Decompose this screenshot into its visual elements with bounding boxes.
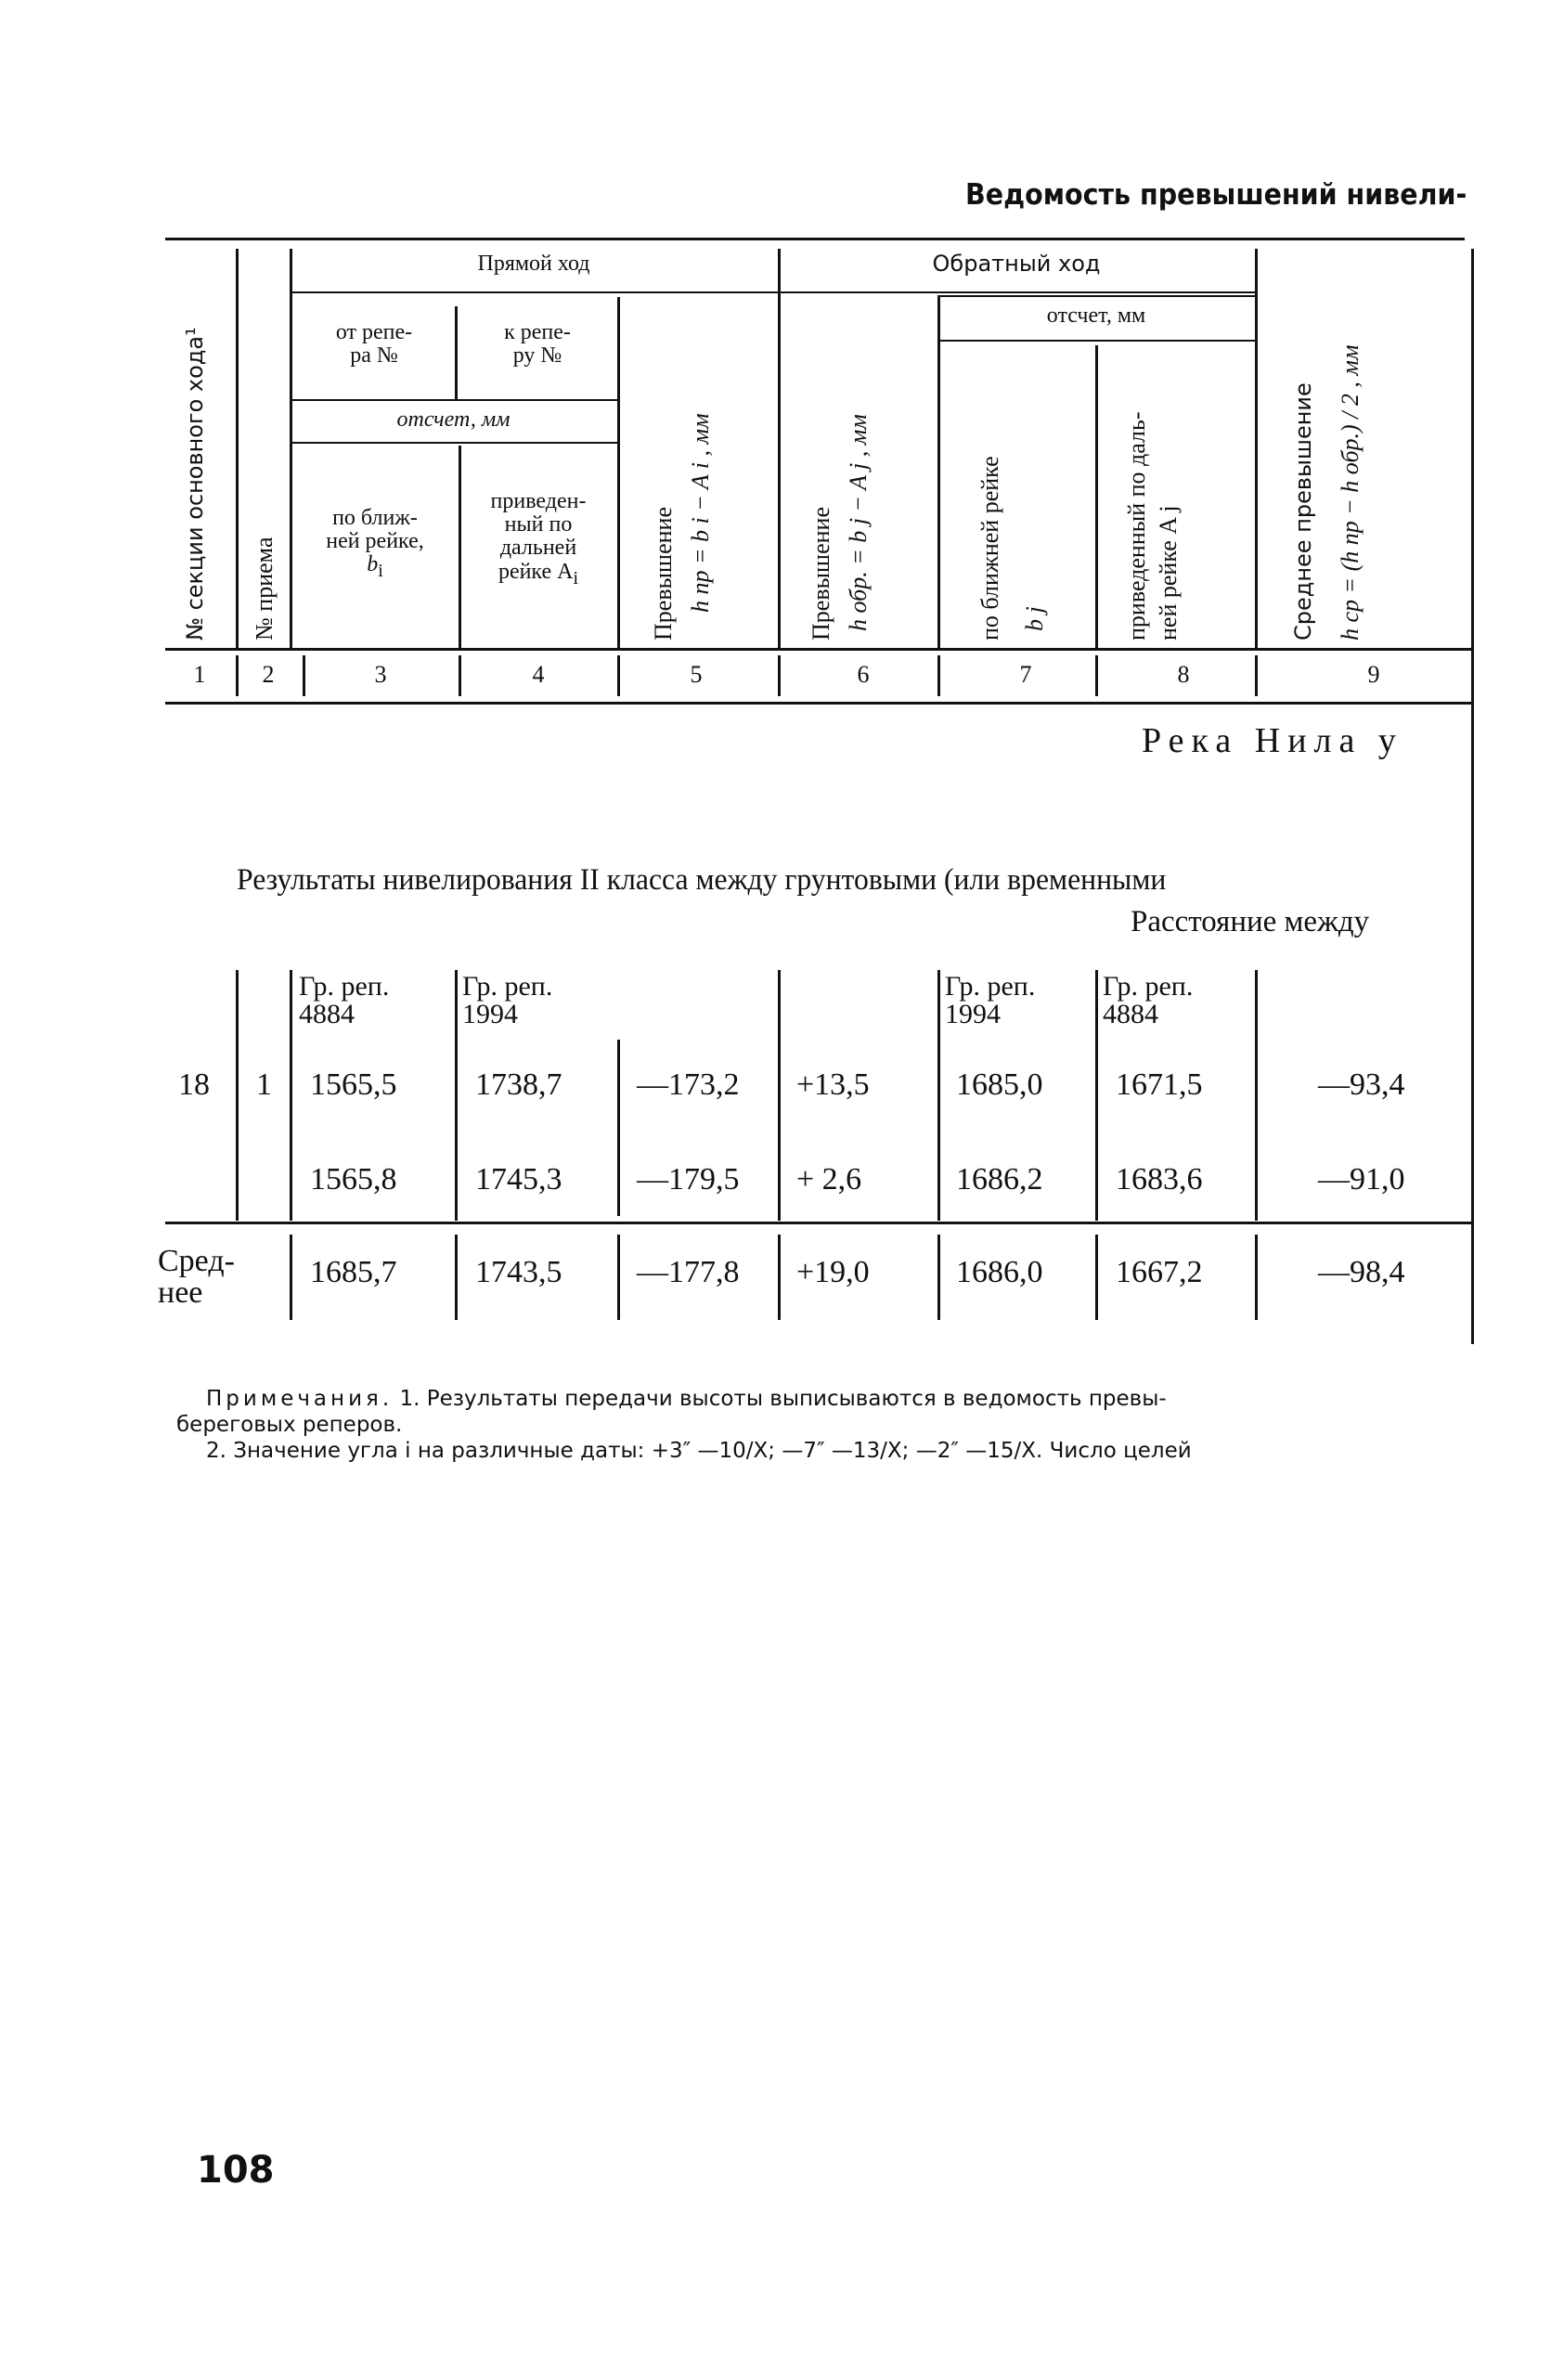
header-divider — [778, 249, 781, 648]
table-cell: +13,5 — [796, 1067, 870, 1102]
data-divider — [937, 970, 940, 1221]
colnum-divider — [303, 655, 305, 696]
table-cell: 1565,5 — [310, 1067, 397, 1102]
data-divider — [455, 970, 458, 1221]
colnum-divider — [937, 655, 940, 696]
table-cell: —173,2 — [637, 1067, 740, 1102]
col8-header: приведенный по даль- — [1123, 411, 1150, 640]
notes-text: 1. Результаты передачи высоты выписываются в ведомость превы- — [399, 1387, 1167, 1411]
header-divider — [455, 306, 458, 399]
benchmark-label — [945, 973, 1035, 1028]
table-cell: 1743,5 — [475, 1255, 562, 1289]
mean-label-line1: Сред- — [158, 1244, 235, 1278]
column-number: 9 — [1367, 661, 1380, 688]
header-divider — [236, 249, 239, 648]
far-staff-header — [460, 490, 616, 588]
benchmark-number: 1994 — [462, 999, 518, 1029]
table-cell: 1683,6 — [1116, 1162, 1203, 1196]
to-benchmark-header — [459, 321, 616, 368]
col9-formula: h ср = (h пр − h обр.) / 2 , мм — [1337, 344, 1364, 640]
to-benchmark-label: к репе- ру № — [504, 320, 571, 369]
benchmark-number: 1994 — [945, 999, 1001, 1029]
results-caption: Результаты нивелирования II класса между грунтовыми (или временными — [237, 863, 1167, 897]
data-divider — [778, 970, 781, 1221]
data-divider — [1255, 970, 1258, 1221]
col5-formula: h пр = b i − A i , мм — [687, 413, 714, 613]
header-rule — [290, 442, 617, 444]
column-number: 8 — [1177, 661, 1190, 688]
far-staff-label: приведен- ный по дальней рейке A — [490, 489, 587, 584]
header-rule — [165, 648, 1471, 651]
table-cell: 1685,0 — [956, 1067, 1043, 1102]
table-cell: —93,4 — [1318, 1067, 1405, 1102]
colnum-divider — [1095, 655, 1098, 696]
table-cell: 1686,0 — [956, 1255, 1043, 1289]
reading-mm-header-2: отсчет, мм — [1046, 304, 1146, 328]
column-number: 5 — [690, 661, 703, 688]
distance-caption: Расстояние между — [1131, 905, 1370, 938]
near-staff-subscript: i — [378, 561, 383, 582]
benchmark-label-text: Гр. реп. — [462, 971, 553, 1002]
header-divider — [1095, 345, 1098, 648]
table-cell: + 2,6 — [796, 1162, 862, 1196]
mean-divider — [1255, 1235, 1258, 1320]
table-cell: 1667,2 — [1116, 1255, 1203, 1289]
benchmark-number: 4884 — [299, 999, 355, 1029]
table-cell: 1745,3 — [475, 1162, 562, 1196]
table-cell: 1685,7 — [310, 1255, 397, 1289]
column-number: 7 — [1019, 661, 1032, 688]
col7-header: по ближней рейке — [976, 456, 1003, 640]
reception-number: 1 — [256, 1067, 272, 1102]
col9-header: Среднее превышение — [1290, 382, 1316, 640]
table-cell: 1686,2 — [956, 1162, 1043, 1196]
col5-header: Превышение — [650, 507, 677, 640]
colnum-divider — [236, 655, 239, 696]
col8-header-b: ней рейке A j — [1155, 505, 1182, 640]
page-title: Ведомость превышений нивели- — [965, 178, 1467, 212]
col6-header: Превышение — [808, 507, 834, 640]
header-rule — [778, 291, 1255, 293]
data-divider — [1095, 970, 1098, 1221]
header-rule — [937, 340, 1255, 342]
header-divider — [617, 297, 620, 648]
near-staff-label: по ближ- ней рейке, — [326, 506, 424, 554]
header-rule — [290, 399, 617, 401]
notes-heading: Примечания. — [206, 1387, 394, 1411]
backward-run-header: Обратный ход — [932, 251, 1101, 277]
forward-run-header: Прямой ход — [477, 252, 590, 276]
mean-divider — [455, 1235, 458, 1320]
benchmark-label-text: Гр. реп. — [945, 971, 1036, 1002]
benchmark-label-text: Гр. реп. — [299, 971, 390, 1002]
benchmark-label — [299, 973, 389, 1028]
mean-divider — [617, 1235, 620, 1320]
column-number: 4 — [532, 661, 545, 688]
data-divider — [236, 970, 239, 1221]
section-number: 18 — [178, 1067, 210, 1102]
near-staff-header — [293, 507, 457, 581]
page-number: 108 — [197, 2149, 275, 2192]
benchmark-number: 4884 — [1103, 999, 1158, 1029]
table-cell: +19,0 — [796, 1255, 870, 1289]
col6-formula: h обр. = b j − A j , мм — [845, 414, 872, 631]
near-staff-symbol: b — [367, 552, 379, 577]
table-cell: —98,4 — [1318, 1255, 1405, 1289]
from-benchmark-header — [295, 321, 453, 368]
column-number: 3 — [374, 661, 387, 688]
data-separator — [165, 1222, 1471, 1224]
header-rule — [290, 291, 778, 293]
benchmark-label — [1103, 973, 1193, 1028]
mean-label-line2: нее — [158, 1275, 203, 1310]
table-cell: —179,5 — [637, 1162, 740, 1196]
benchmark-label — [462, 973, 552, 1028]
column-number: 1 — [193, 661, 206, 688]
notes-line-2: береговых реперов. — [176, 1413, 403, 1437]
river-caption: Река Нила у — [1142, 721, 1403, 760]
table-cell: —91,0 — [1318, 1162, 1405, 1196]
data-divider — [290, 970, 292, 1221]
colnum-divider — [459, 655, 461, 696]
mean-divider — [1095, 1235, 1098, 1320]
table-cell: —177,8 — [637, 1255, 740, 1289]
notes-line-3: 2. Значение угла i на различные даты: +3″ —10/X; —7″ —13/X; —2″ —15/X. Число целей — [206, 1439, 1192, 1463]
colnum-divider — [617, 655, 620, 696]
benchmark-label-text: Гр. реп. — [1103, 971, 1194, 1002]
col2-header: № приема — [251, 537, 278, 640]
mean-divider — [937, 1235, 940, 1320]
col7-symbol: b j — [1021, 606, 1048, 631]
data-divider — [617, 1040, 620, 1216]
reading-mm-header: отсчет, мм — [396, 407, 511, 432]
header-divider — [937, 297, 940, 648]
table-cell: 1565,8 — [310, 1162, 397, 1196]
mean-divider — [778, 1235, 781, 1320]
header-divider — [1471, 249, 1474, 1344]
far-staff-subscript: i — [573, 567, 579, 589]
header-rule — [165, 702, 1471, 705]
header-divider — [1255, 249, 1258, 648]
header-divider — [290, 249, 292, 648]
table-cell: 1671,5 — [1116, 1067, 1203, 1102]
colnum-divider — [778, 655, 781, 696]
mean-divider — [290, 1235, 292, 1320]
col1-header: № секции основного хода¹ — [182, 327, 208, 640]
header-rule — [937, 295, 1255, 297]
table-top-rule — [165, 238, 1465, 240]
from-benchmark-label: от репе- ра № — [335, 320, 413, 369]
table-cell: 1738,7 — [475, 1067, 562, 1102]
column-number: 2 — [262, 661, 275, 688]
notes-line-1 — [206, 1387, 1167, 1411]
colnum-divider — [1255, 655, 1258, 696]
mean-label — [158, 1246, 235, 1309]
column-number: 6 — [857, 661, 870, 688]
